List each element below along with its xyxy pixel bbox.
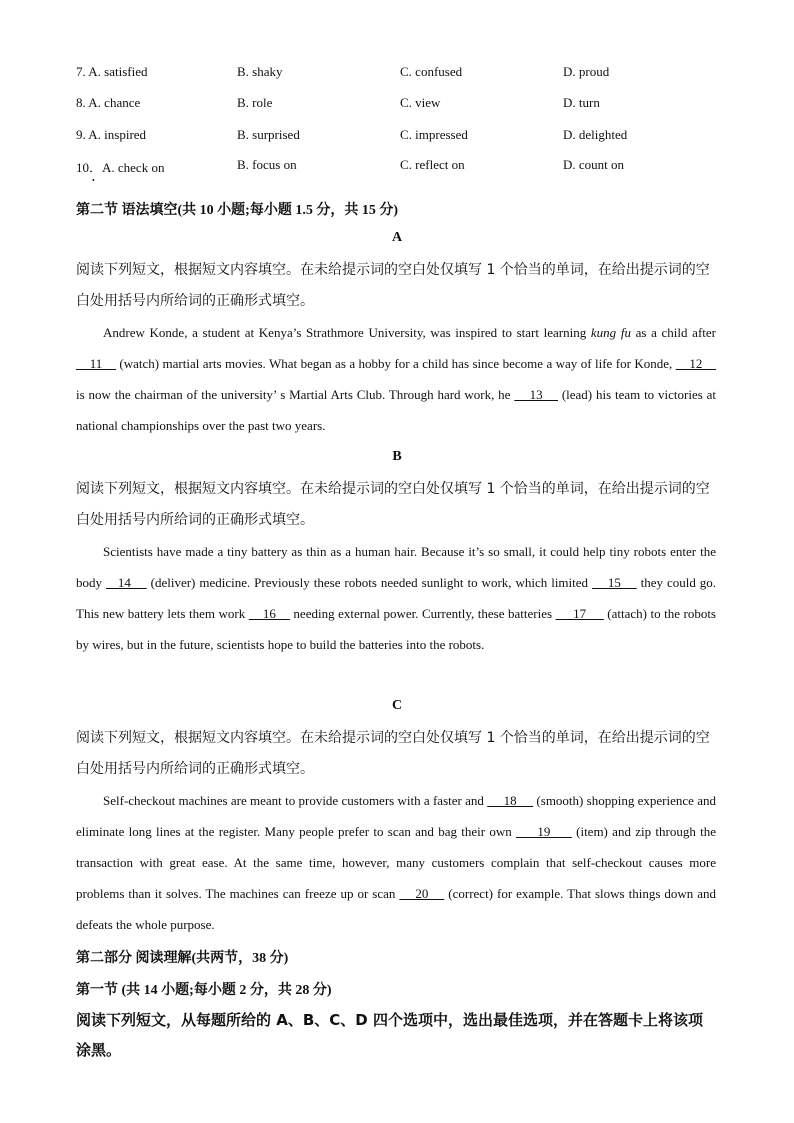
question-7-options [76,64,716,84]
section-heading-grammar: 第二节 语法填空(共 10 小题;每小题 1.5 分，共 15 分) [76,203,398,218]
reading-instruction: 阅读下列短文，从每题所给的 A、B、C、D 四个选项中，选出最佳选项，并在答题卡上将该项涂黑。 [76,1011,703,1059]
passage-b-instruction: 阅读下列短文，根据短文内容填空。在未给提示词的空白处仅填写 1 个恰当的单词，在给出提示词的空白处用括号内所给词的正确形式填空。 [76,481,710,528]
blank-17: 17 [555,606,604,621]
option-a: 7. A. satisfied [76,64,148,79]
option-b: B. focus on [237,157,297,172]
blank-15: 15 [592,575,637,590]
option-b: B. role [237,95,273,110]
passage-c-label: C [391,698,403,713]
section-heading-reading: 第一节 (共 14 小题;每小题 2 分，共 28 分) [76,983,332,998]
blank-16: 16 [248,606,290,621]
blank-11: 11 [76,356,116,371]
option-d: D. proud [563,64,610,79]
option-b: B. surprised [237,127,300,142]
option-c: C. reflect on [400,157,465,172]
passage-a-text: Andrew Konde, a student at Kenya’s Strathmore University, was inspired to start learning kung fu as a child after 11 (watch) martial arts movies. What began as a hobby for a child has since become a way of life for Konde, 12 is now the chairman of the university’ s Martial Arts Club. Through hard work, he 13 (lead) his team to victories at national championships over the past two years. [76,325,716,433]
blank-13: 13 [514,387,558,402]
passage-a-label: A [391,230,403,245]
blank-20: 20 [399,886,445,901]
part-heading-reading: 第二部分 阅读理解(共两节，38 分) [76,951,289,966]
option-c: C. impressed [400,127,468,142]
blank-19: 19 [516,824,572,839]
passage-c-text: Self-checkout machines are meant to provide customers with a faster and 18 (smooth) shopping experience and eliminate long lines at the register. Many people prefer to scan and bag their own 19 (item) and zip through the transaction with great ease. At the same time, however, many customers complain that self-checkout causes more problems than it solves. The machines can freeze up or scan 20 (correct) for example. That slows things down and defeats the whole purpose. [76,793,717,932]
option-a: 10．A. check on [76,160,165,175]
passage-c-instruction: 阅读下列短文，根据短文内容填空。在未给提示词的空白处仅填写 1 个恰当的单词，在给出提示词的空白处用括号内所给词的正确形式填空。 [76,730,710,777]
option-a: 8. A. chance [76,95,141,110]
option-c: C. view [400,95,441,110]
blank-18: 18 [487,793,534,808]
question-10-options [76,157,716,177]
passage-b-label: B [392,449,402,464]
passage-a-instruction: 阅读下列短文，根据短文内容填空。在未给提示词的空白处仅填写 1 个恰当的单词，在给出提示词的空白处用括号内所给词的正确形式填空。 [76,262,710,309]
stray-dot: • [92,176,95,185]
option-a: 9. A. inspired [76,127,147,142]
question-8-options [76,95,716,115]
blank-12: 12 [675,356,716,371]
option-b: B. shaky [237,64,283,79]
passage-b-text: Scientists have made a tiny battery as thin as a human hair. Because it’s so small, it could help tiny robots enter the body 14 (deliver) medicine. Previously these robots needed sunlight to work, which limited 15 they could go. This new battery lets them work 16 needing external power. Currently, these batteries 17 (attach) to the robots by wires, but in the future, scientists hope to build the batteries into the robots. [76,544,717,652]
option-d: D. count on [563,157,625,172]
option-c: C. confused [400,64,463,79]
question-9-options [76,127,716,147]
option-d: D. turn [563,95,600,110]
blank-14: 14 [105,575,147,590]
option-d: D. delighted [563,127,628,142]
